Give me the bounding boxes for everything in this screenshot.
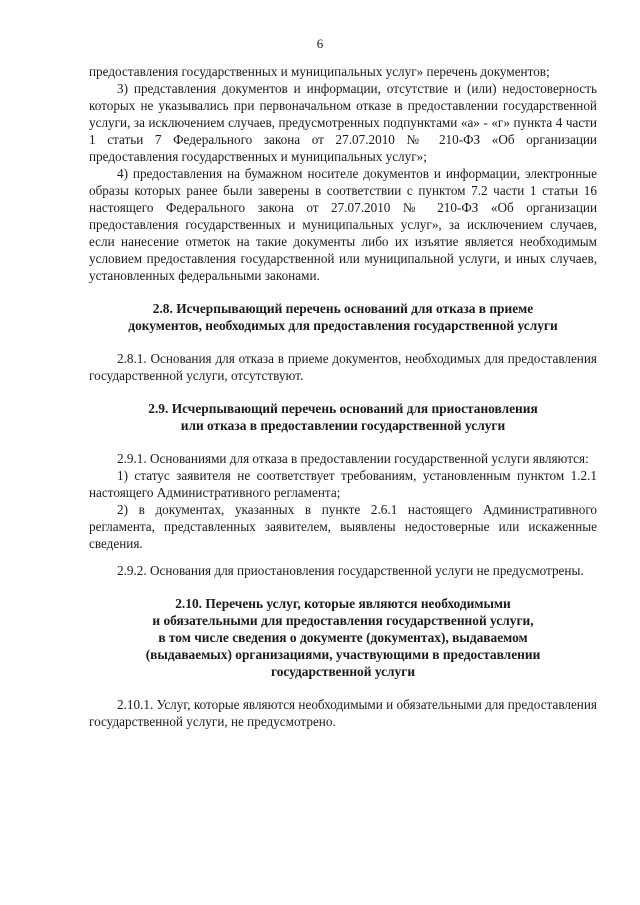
heading-line: государственной услуги bbox=[270, 664, 416, 679]
paragraph-item-4: 4) предоставления на бумажном носителе документов и информации, электронные образы которых ранее были заверены в соответствии с пунктом 7.2 части 1 статьи 16 настоящего Федерального закона от 27.07.2010 № 210-ФЗ «Об организации предоставления государственных и муниципальных услуг», за исключением случаев, если нанесение отметок на такие документы либо их изъятие является необходимым условием предоставления государственной или муниципальной услуги, и иных случаев, установленных федеральными законами. bbox=[89, 166, 597, 283]
paragraph-2-9-2: 2.9.2. Основания для приостановления государственной услуги не предусмотрены. bbox=[117, 563, 584, 578]
paragraph-item-3: 3) представления документов и информации, отсутствие и (или) недостоверность которых не указывались при первоначальном отказе в предоставлении государственной услуги, за исключением случаев, предусмотренных подпунктами «а» - «г» пункта 4 части 1 статьи 7 Федерального закона от 27.07.2010 № 210-ФЗ «Об организации предоставления государственных и муниципальных услуг»; bbox=[89, 81, 597, 164]
heading-line: в том числе сведения о документе (документах), выдаваемом bbox=[158, 630, 528, 645]
section-heading-2-8 bbox=[89, 300, 597, 334]
paragraph-2-9-1: 2.9.1. Основаниями для отказа в предоставлении государственной услуги являются: bbox=[117, 451, 589, 466]
page-number: 6 bbox=[316, 36, 324, 51]
paragraph-2-9-item-1: 1) статус заявителя не соответствует требованиям, установленным пунктом 1.2.1 настоящего Административного регламента; bbox=[89, 468, 597, 500]
paragraph-2-10-1: 2.10.1. Услуг, которые являются необходимыми и обязательными для предоставления государственной услуги, не предусмотрено. bbox=[89, 697, 597, 729]
heading-line: или отказа в предоставлении государственной услуги bbox=[180, 418, 506, 433]
heading-line: и обязательными для предоставления государственной услуги, bbox=[152, 613, 534, 628]
heading-line: 2.10. Перечень услуг, которые являются необходимыми bbox=[175, 596, 511, 611]
heading-line: 2.9. Исчерпывающий перечень оснований для приостановления bbox=[148, 401, 538, 416]
section-heading-2-10 bbox=[89, 595, 597, 680]
document-body bbox=[89, 63, 597, 730]
section-heading-2-9 bbox=[89, 400, 597, 434]
paragraph-continuation: предоставления государственных и муниципальных услуг» перечень документов; bbox=[89, 64, 550, 79]
paragraph-2-8-1: 2.8.1. Основания для отказа в приеме документов, необходимых для предоставления государственной услуги, отсутствуют. bbox=[89, 351, 597, 383]
paragraph-2-9-item-2: 2) в документах, указанных в пункте 2.6.1 настоящего Административного регламента, представленных заявителем, выявлены недостоверные или искаженные сведения. bbox=[89, 502, 597, 551]
heading-line: документов, необходимых для предоставления государственной услуги bbox=[128, 318, 558, 333]
heading-line: (выдаваемых) организациями, участвующими в предоставлении bbox=[145, 647, 541, 662]
heading-line: 2.8. Исчерпывающий перечень оснований для отказа в приеме bbox=[152, 301, 534, 316]
